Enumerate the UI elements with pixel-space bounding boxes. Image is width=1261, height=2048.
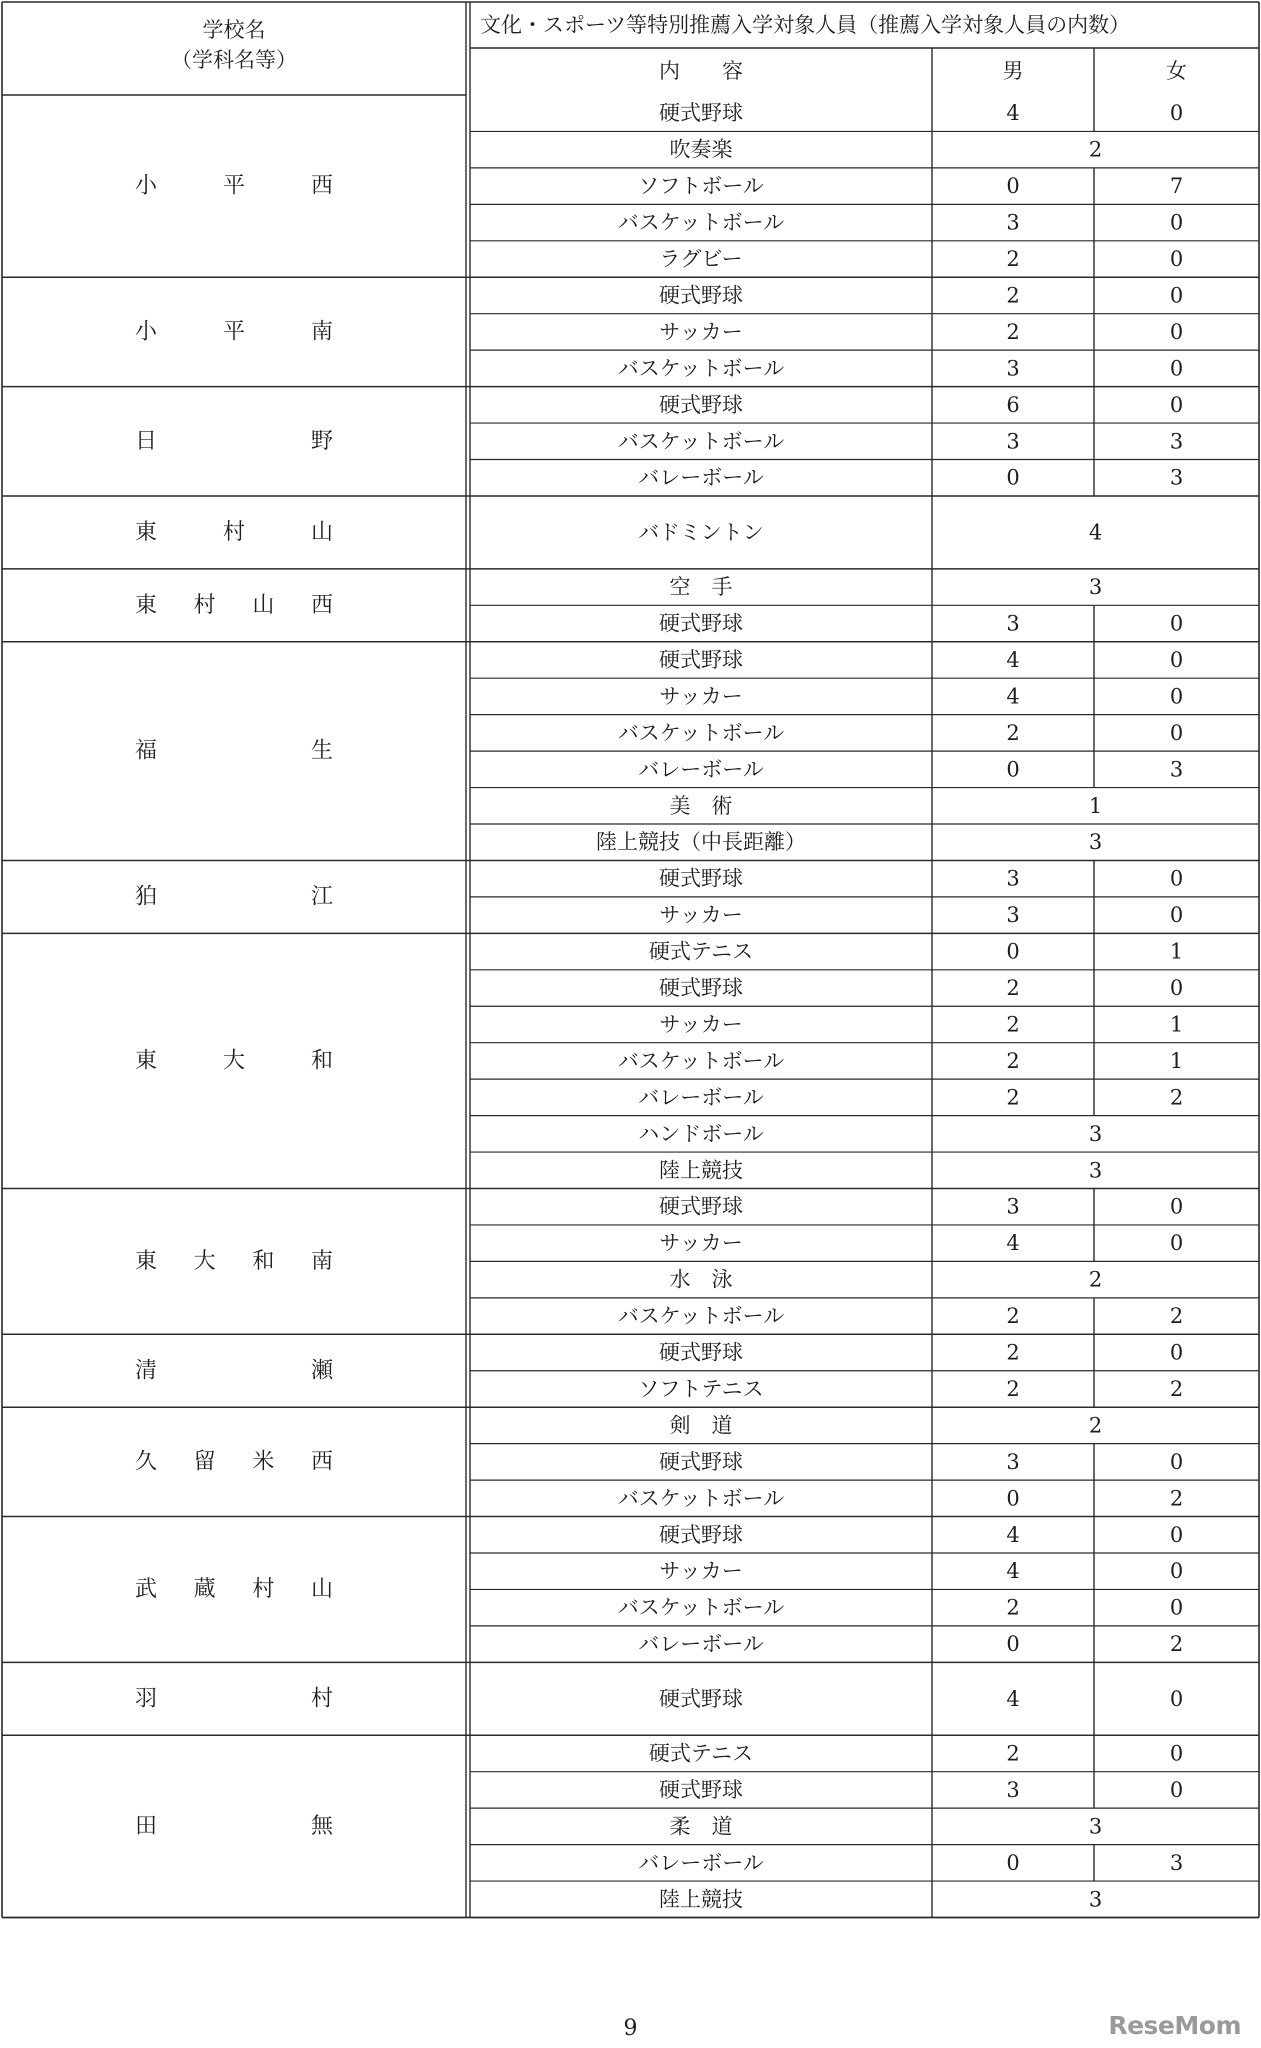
female-count: 0 (1169, 1522, 1184, 1547)
content-item: 硬式野球 (659, 866, 743, 891)
content-item: バドミントン (638, 520, 764, 545)
female-count: 0 (1169, 1595, 1184, 1620)
male-count: 2 (1006, 1048, 1020, 1073)
school-name-char: 留 (193, 1449, 216, 1475)
male-count: 3 (1006, 429, 1020, 454)
school-name-char: 久 (134, 1449, 158, 1475)
female-count: 0 (1169, 283, 1184, 308)
male-count: 4 (1006, 647, 1020, 672)
content-item: バレーボール (638, 1850, 764, 1875)
female-count: 0 (1169, 976, 1184, 1001)
content-item: サッカー (659, 684, 743, 709)
content-item: バスケットボール (617, 210, 785, 235)
school-name-char: 日 (134, 428, 158, 454)
male-count: 3 (1006, 1194, 1020, 1219)
male-count: 3 (1006, 210, 1020, 235)
female-count: 0 (1169, 1777, 1184, 1802)
content-item: 陸上競技（中長距離） (596, 830, 806, 855)
male-count: 6 (1006, 392, 1020, 417)
female-count: 0 (1169, 356, 1184, 381)
content-item: ソフトボール (638, 174, 764, 199)
school-name-char: 村 (222, 519, 246, 545)
female-count: 0 (1169, 1686, 1184, 1711)
school-name-char: 東 (134, 592, 158, 618)
male-count: 3 (1006, 1777, 1020, 1802)
male-count: 2 (1006, 976, 1020, 1001)
content-item: 硬式テニス (648, 939, 754, 964)
male-count: 3 (1006, 866, 1020, 891)
female-count: 1 (1169, 1012, 1184, 1037)
male-count: 4 (1006, 1231, 1020, 1256)
section-title: 文化・スポーツ等特別推薦入学対象人員（推薦入学対象人員の内数） (480, 13, 1131, 37)
total-count: 2 (1088, 1267, 1103, 1292)
content-item: 硬式野球 (659, 976, 743, 1001)
female-count: 3 (1169, 1850, 1184, 1875)
content-item: ラグビー (659, 247, 743, 272)
male-count: 0 (1006, 1486, 1020, 1511)
content-item: バレーボール (638, 465, 764, 490)
male-count: 2 (1006, 1085, 1020, 1110)
school-name-char: 瀬 (310, 1358, 334, 1384)
school-name-char: 江 (310, 884, 334, 910)
content-item: 吹奏楽 (669, 137, 733, 162)
male-count: 2 (1006, 1595, 1020, 1620)
male-count: 0 (1006, 1632, 1020, 1657)
school-name-char: 野 (310, 428, 334, 454)
female-count: 0 (1169, 1449, 1184, 1474)
school-name-char: 和 (310, 1048, 334, 1074)
total-count: 3 (1088, 1121, 1103, 1146)
total-count: 4 (1088, 520, 1103, 545)
content-item: 陸上競技 (659, 1887, 743, 1912)
content-item: バスケットボール (617, 1304, 785, 1329)
school-name-char: 山 (310, 519, 334, 545)
content-item: 剣 道 (669, 1413, 733, 1438)
school-name-char: 村 (252, 1576, 275, 1602)
content-item: バスケットボール (617, 720, 785, 745)
content-item: 硬式野球 (659, 1194, 743, 1219)
content-item: 硬式野球 (659, 611, 743, 636)
female-count: 7 (1169, 174, 1184, 199)
school-name-header: 学校名 (202, 18, 266, 42)
total-count: 2 (1088, 137, 1103, 162)
content-item: バレーボール (638, 1085, 764, 1110)
female-count: 0 (1169, 1741, 1184, 1766)
content-header: 内 容 (659, 59, 743, 83)
content-item: 硬式野球 (659, 283, 743, 308)
school-name-char: 西 (310, 173, 334, 199)
female-count: 0 (1169, 1559, 1184, 1584)
school-name-char: 生 (310, 738, 334, 764)
male-count: 0 (1006, 174, 1020, 199)
male-count: 0 (1006, 465, 1020, 490)
male-count: 0 (1006, 1850, 1020, 1875)
content-item: バレーボール (638, 757, 764, 782)
female-count: 3 (1169, 757, 1184, 782)
female-count: 0 (1169, 319, 1184, 344)
school-name-char: 平 (222, 173, 246, 199)
total-count: 2 (1088, 1413, 1103, 1438)
female-count: 0 (1169, 720, 1184, 745)
male-count: 0 (1006, 939, 1020, 964)
page-number: 9 (623, 2016, 638, 2041)
school-name-char: 西 (310, 592, 334, 618)
content-item: 柔 道 (669, 1814, 733, 1839)
content-item: バスケットボール (617, 1048, 785, 1073)
male-count: 4 (1006, 1559, 1020, 1584)
content-item: サッカー (659, 903, 743, 928)
content-item: 硬式野球 (659, 1522, 743, 1547)
male-count: 3 (1006, 1449, 1020, 1474)
content-item: 硬式野球 (659, 1686, 743, 1711)
female-count: 2 (1169, 1632, 1184, 1657)
male-count: 4 (1006, 1522, 1020, 1547)
female-count: 0 (1169, 1340, 1184, 1365)
content-item: サッカー (659, 1231, 743, 1256)
content-item: バスケットボール (617, 1595, 785, 1620)
total-count: 3 (1088, 1887, 1103, 1912)
female-count: 1 (1169, 1048, 1184, 1073)
female-count: 0 (1169, 1231, 1184, 1256)
content-item: バスケットボール (617, 429, 785, 454)
male-count: 2 (1006, 1741, 1020, 1766)
school-name-char: 清 (134, 1358, 158, 1384)
content-item: ハンドボール (638, 1121, 764, 1146)
male-count: 4 (1006, 684, 1020, 709)
male-count: 2 (1006, 283, 1020, 308)
male-count: 4 (1006, 101, 1020, 126)
content-item: バスケットボール (617, 356, 785, 381)
school-name-char: 山 (252, 592, 275, 618)
school-name-char: 福 (134, 738, 158, 764)
female-count: 2 (1169, 1376, 1184, 1401)
content-item: 硬式野球 (659, 1340, 743, 1365)
female-count: 0 (1169, 210, 1184, 235)
school-name-char: 武 (134, 1576, 158, 1602)
school-name-char: 田 (134, 1813, 158, 1839)
male-count: 3 (1006, 611, 1020, 636)
content-item: 硬式野球 (659, 647, 743, 672)
school-name-char: 大 (193, 1248, 216, 1274)
school-name-char: 米 (252, 1449, 275, 1475)
school-name-char: 東 (134, 519, 158, 545)
male-count: 2 (1006, 319, 1020, 344)
female-count: 2 (1169, 1304, 1184, 1329)
content-item: 硬式野球 (659, 101, 743, 126)
female-count: 2 (1169, 1486, 1184, 1511)
female-count: 0 (1169, 903, 1184, 928)
school-name-char: 東 (134, 1248, 158, 1274)
male-count: 4 (1006, 1686, 1020, 1711)
content-item: バスケットボール (617, 1486, 785, 1511)
total-count: 3 (1088, 1814, 1103, 1839)
total-count: 3 (1088, 830, 1103, 855)
male-count: 2 (1006, 720, 1020, 745)
school-name-char: 西 (310, 1449, 334, 1475)
male-count: 0 (1006, 757, 1020, 782)
content-item: 硬式テニス (648, 1741, 754, 1766)
school-name-char: 無 (310, 1813, 334, 1839)
school-name-char: 大 (222, 1048, 246, 1074)
male-count: 2 (1006, 1376, 1020, 1401)
school-name-char: 村 (310, 1686, 334, 1712)
school-name-char: 蔵 (193, 1576, 216, 1602)
female-count: 0 (1169, 1194, 1184, 1219)
content-item: 硬式野球 (659, 1449, 743, 1474)
total-count: 3 (1088, 1158, 1103, 1183)
content-item: 硬式野球 (659, 1777, 743, 1802)
school-name-char: 羽 (134, 1686, 158, 1712)
content-item: 水 泳 (669, 1267, 733, 1292)
male-count: 3 (1006, 356, 1020, 381)
school-name-char: 和 (252, 1248, 275, 1274)
female-header: 女 (1166, 59, 1187, 83)
school-name-char: 狛 (134, 884, 158, 910)
female-count: 3 (1169, 465, 1184, 490)
school-name-char: 平 (222, 319, 246, 345)
female-count: 2 (1169, 1085, 1184, 1110)
school-name-char: 南 (310, 319, 334, 345)
content-item: サッカー (659, 1012, 743, 1037)
content-item: ソフトテニス (638, 1376, 764, 1401)
content-item: 硬式野球 (659, 392, 743, 417)
male-count: 3 (1006, 903, 1020, 928)
content-item: 空 手 (669, 575, 733, 600)
male-header: 男 (1002, 59, 1024, 83)
school-name-char: 小 (134, 173, 158, 199)
female-count: 0 (1169, 684, 1184, 709)
male-count: 2 (1006, 1340, 1020, 1365)
total-count: 3 (1088, 575, 1103, 600)
female-count: 0 (1169, 101, 1184, 126)
total-count: 1 (1088, 793, 1103, 818)
school-name-char: 村 (193, 592, 216, 618)
school-name-char: 南 (310, 1248, 334, 1274)
school-name-char: 山 (310, 1576, 334, 1602)
female-count: 0 (1169, 247, 1184, 272)
male-count: 2 (1006, 247, 1020, 272)
content-item: サッカー (659, 319, 743, 344)
content-item: サッカー (659, 1559, 743, 1584)
school-name-char: 東 (134, 1048, 158, 1074)
female-count: 0 (1169, 392, 1184, 417)
male-count: 2 (1006, 1304, 1020, 1329)
resemom-logo: ReseMom (1108, 2011, 1241, 2040)
school-subtitle-header: （学科名等） (171, 48, 297, 72)
male-count: 2 (1006, 1012, 1020, 1037)
content-item: 陸上競技 (659, 1158, 743, 1183)
female-count: 1 (1169, 939, 1184, 964)
female-count: 0 (1169, 611, 1184, 636)
content-item: 美 術 (669, 793, 733, 818)
school-name-char: 小 (134, 319, 158, 345)
female-count: 3 (1169, 429, 1184, 454)
female-count: 0 (1169, 647, 1184, 672)
content-item: バレーボール (638, 1632, 764, 1657)
female-count: 0 (1169, 866, 1184, 891)
